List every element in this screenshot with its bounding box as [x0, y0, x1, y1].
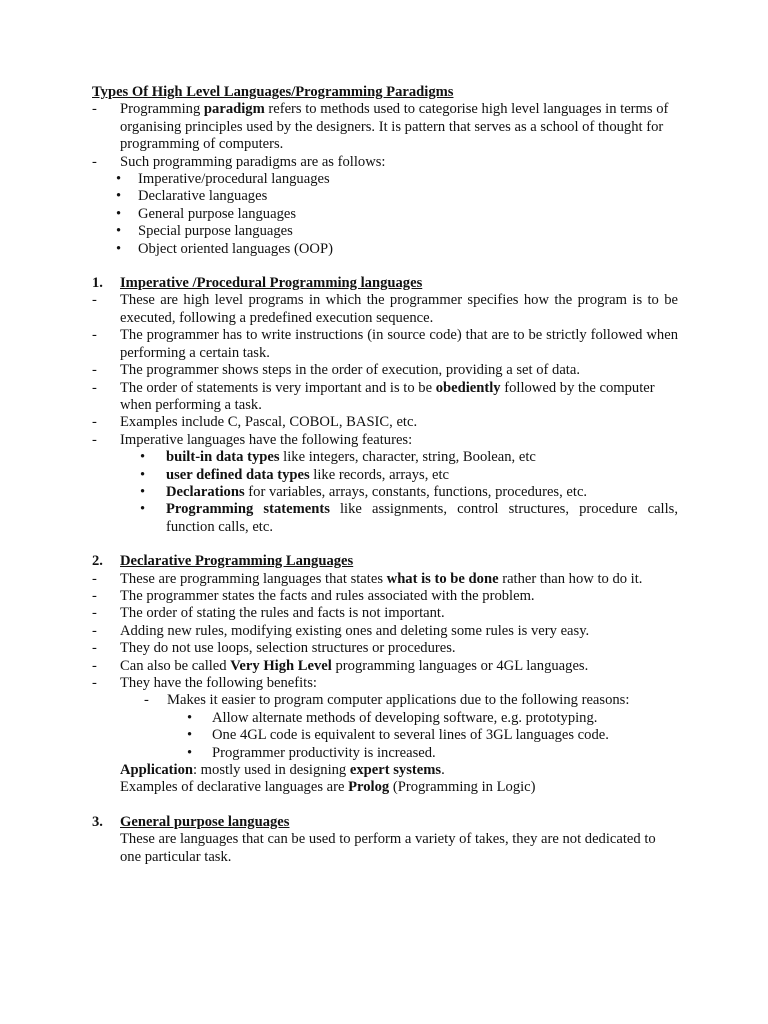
list-item: • Special purpose languages	[116, 223, 293, 240]
list-item: • Declarative languages	[116, 188, 268, 205]
bullet-marker: •	[140, 483, 146, 500]
bullet-marker: •	[116, 205, 122, 222]
section-2-heading	[92, 553, 678, 570]
bullet-marker: •	[140, 449, 146, 466]
bullet-marker: •	[187, 744, 193, 761]
section-1-heading	[92, 275, 678, 292]
section-2-point: - Can also be called Very High Level programming languages or 4GL languages.	[92, 657, 589, 674]
dash-marker: -	[92, 101, 97, 118]
section-1-point: - Imperative languages have the following features:	[92, 431, 413, 448]
document-content	[92, 84, 678, 866]
section-number: 3.	[92, 813, 103, 830]
bullet-marker: •	[116, 240, 122, 257]
dash-marker: -	[144, 692, 149, 709]
dash-marker: -	[92, 327, 97, 344]
list-item: • Imperative/procedural languages	[116, 171, 330, 188]
application-line: Application: mostly used in designing expert systems.	[120, 762, 445, 779]
section-title: General purpose languages	[120, 813, 290, 830]
paradigm-list	[92, 171, 678, 258]
section-2-point: - These are programming languages that states what is to be done rather than how to do it.	[92, 570, 643, 587]
list-item: • Object oriented languages (OOP)	[116, 240, 333, 257]
dash-marker: -	[92, 622, 97, 639]
bullet-marker: •	[116, 223, 122, 240]
dash-marker: -	[92, 605, 97, 622]
section-1-point: - Examples include C, Pascal, COBOL, BASIC, etc.	[92, 414, 418, 431]
section-1-point: - The programmer has to write instructions (in source code) that are to be strictly followed when performing a certain task.	[92, 327, 678, 361]
section-number: 2.	[92, 553, 103, 570]
section-title: Declarative Programming Languages	[120, 553, 354, 570]
list-item: • user defined data types like records, arrays, etc	[140, 466, 450, 483]
bullet-marker: •	[140, 466, 146, 483]
page-title: Types Of High Level Languages/Programming Paradigms	[92, 84, 454, 100]
intro-paragraph-1: - Programming paradigm refers to methods used to categorise high level languages in terms of organising principles used by the designers. It is pattern that serves as a school of thought for programming of computers.	[92, 101, 669, 153]
section-2-point: - They do not use loops, selection structures or procedures.	[92, 640, 456, 657]
reason-list	[92, 710, 678, 762]
section-2-subpoint: - Makes it easier to program computer applications due to the following reasons:	[144, 692, 630, 709]
section-1-point: - These are high level programs in which the programmer specifies how the program is to be executed, following a predefined execution sequence.	[92, 292, 678, 326]
dash-marker: -	[92, 657, 97, 674]
bullet-marker: •	[187, 727, 193, 744]
list-item: • General purpose languages	[116, 205, 297, 222]
bullet-marker: •	[116, 188, 122, 205]
dash-marker: -	[92, 640, 97, 657]
feature-list	[92, 449, 678, 536]
dash-marker: -	[92, 292, 97, 309]
dash-marker: -	[92, 431, 97, 448]
dash-marker: -	[92, 362, 97, 379]
list-item: • built-in data types like integers, character, string, Boolean, etc	[140, 449, 536, 466]
dash-marker: -	[92, 153, 97, 170]
section-title: Imperative /Procedural Programming languages	[120, 275, 423, 292]
section-2-point: - The order of stating the rules and facts is not important.	[92, 605, 445, 622]
list-item: • Programmer productivity is increased.	[187, 744, 436, 761]
dash-marker: -	[92, 414, 97, 431]
list-item: • One 4GL code is equivalent to several lines of 3GL languages code.	[187, 727, 609, 744]
section-3-text: These are languages that can be used to perform a variety of takes, they are not dedicated to one particular task.	[120, 831, 656, 865]
bullet-marker: •	[116, 171, 122, 188]
list-item: • Programming statements like assignments, control structures, procedure calls, function calls, etc.	[140, 501, 678, 535]
section-3-heading	[92, 814, 678, 831]
section-2-point: - Adding new rules, modifying existing ones and deleting some rules is very easy.	[92, 622, 590, 639]
dash-marker: -	[92, 587, 97, 604]
bullet-marker: •	[140, 501, 146, 518]
dash-marker: -	[92, 570, 97, 587]
dash-marker: -	[92, 379, 97, 396]
list-item: • Allow alternate methods of developing software, e.g. prototyping.	[187, 709, 598, 726]
intro-paragraph-2: - Such programming paradigms are as follows:	[92, 153, 386, 170]
dash-marker: -	[92, 675, 97, 691]
section-2-point: - The programmer states the facts and rules associated with the problem.	[92, 587, 535, 604]
section-number: 1.	[92, 275, 103, 292]
list-item: • Declarations for variables, arrays, constants, functions, procedures, etc.	[140, 483, 588, 500]
section-1-point: - The order of statements is very important and is to be obediently followed by the computer when performing a task.	[92, 379, 655, 413]
section-2-point: - They have the following benefits:	[92, 675, 317, 691]
section-1-point: - The programmer shows steps in the order of execution, providing a set of data.	[92, 362, 580, 379]
bullet-marker: •	[187, 709, 193, 726]
examples-line: Examples of declarative languages are Prolog (Programming in Logic)	[120, 779, 536, 796]
